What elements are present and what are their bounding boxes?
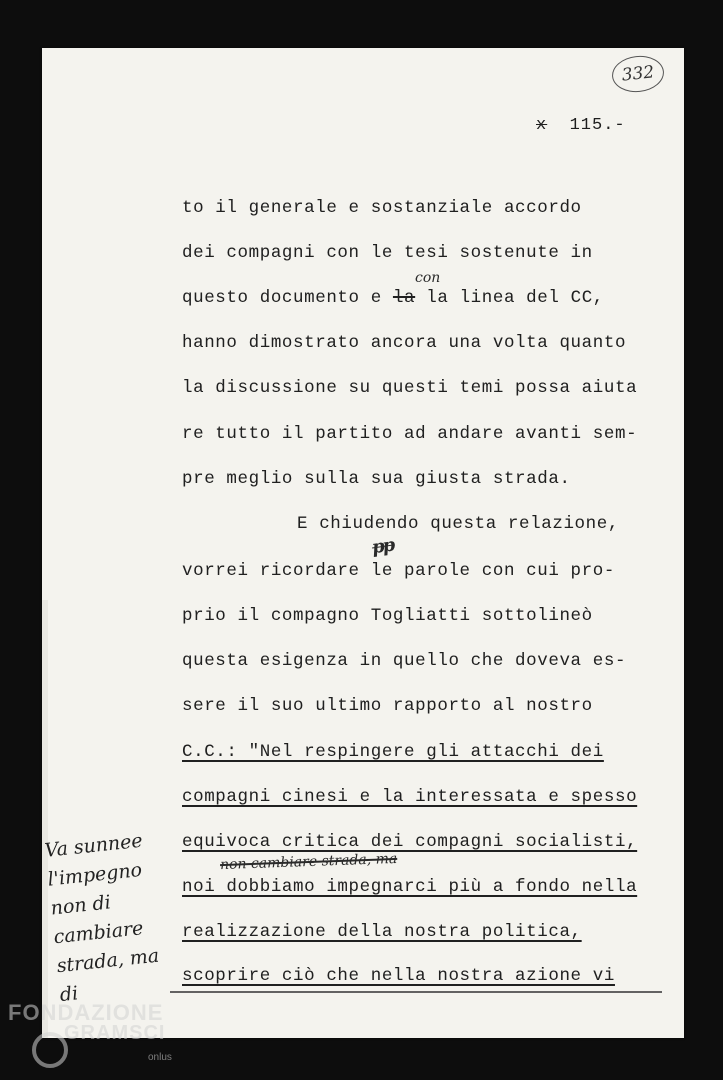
margin-note-line-1: Va sunnee — [43, 829, 144, 862]
text-line-8: E chiudendo questa relazione, — [297, 514, 619, 534]
text-line-15-text: equivoca critica dei compagni socialisti, — [182, 832, 638, 852]
text-line-17 — [182, 922, 582, 942]
page-edge — [42, 600, 48, 1038]
text-line-13-text: C.C.: "Nel respingere gli attacchi dei — [182, 742, 604, 762]
handwritten-insert-pp-text: pp — [370, 534, 395, 559]
text-line-3-tail: la linea del CC, — [426, 288, 604, 308]
page-marker-prefix: x — [536, 116, 548, 135]
margin-note-line-6: di — [58, 982, 80, 1007]
page-number — [536, 116, 626, 135]
logo-ring — [34, 1034, 66, 1066]
struck-word: la — [392, 288, 416, 308]
text-line-3-head: questo documento e — [182, 288, 393, 308]
text-line-10: prio il compagno Togliatti sottolineò — [182, 606, 593, 626]
text-line-7: pre meglio sulla sua giusta strada. — [182, 469, 571, 489]
text-line-16-text: noi dobbiamo impegnarci più a fondo nella — [182, 877, 638, 897]
watermark-sub: onlus — [148, 1052, 172, 1063]
handwritten-insert-line16-text: non cambiare strada, ma — [219, 850, 398, 874]
text-line-18-text: scoprire ciò che nella nostra azione vi — [182, 966, 615, 986]
text-line-14-text: compagni cinesi e la interessata e spesso — [182, 787, 638, 807]
text-line-5: la discussione su questi temi possa aiuta — [182, 378, 638, 398]
handwritten-insert-pp — [371, 535, 395, 559]
margin-note-line-4: cambiare — [52, 917, 145, 949]
margin-note — [43, 824, 186, 1010]
text-line-1: to il generale e sostanziale accordo — [182, 198, 582, 218]
margin-note-line-2: l'impegno — [46, 858, 144, 891]
text-line-15 — [182, 832, 637, 852]
text-line-13 — [182, 742, 604, 762]
text-line-6: re tutto il partito ad andare avanti sem- — [182, 424, 638, 444]
watermark-line-2: GRAMSCI — [64, 1022, 166, 1044]
text-line-12: sere il suo ultimo rapporto al nostro — [182, 696, 593, 716]
text-line-11: questa esigenza in quello che doveva es- — [182, 651, 627, 671]
margin-note-line-3: non di — [49, 891, 112, 920]
text-line-18 — [182, 966, 615, 986]
text-line-14 — [182, 787, 637, 807]
archive-number-stamp: 332 — [610, 53, 665, 94]
handwritten-insert-con: con — [415, 270, 441, 286]
text-line-4: hanno dimostrato ancora una volta quanto — [182, 333, 627, 353]
watermark-line-1: FONDAZIONE — [8, 1000, 164, 1025]
margin-note-line-5: strada, ma — [55, 944, 161, 978]
text-line-17-text: realizzazione della nostra politica, — [182, 922, 582, 942]
page-marker: 115.- — [569, 116, 626, 135]
text-line-2: dei compagni con le tesi sostenute in — [182, 243, 593, 263]
text-line-9: vorrei ricordare le parole con cui pro- — [182, 561, 615, 581]
text-line-16 — [182, 877, 637, 897]
text-line-3 — [182, 288, 604, 308]
